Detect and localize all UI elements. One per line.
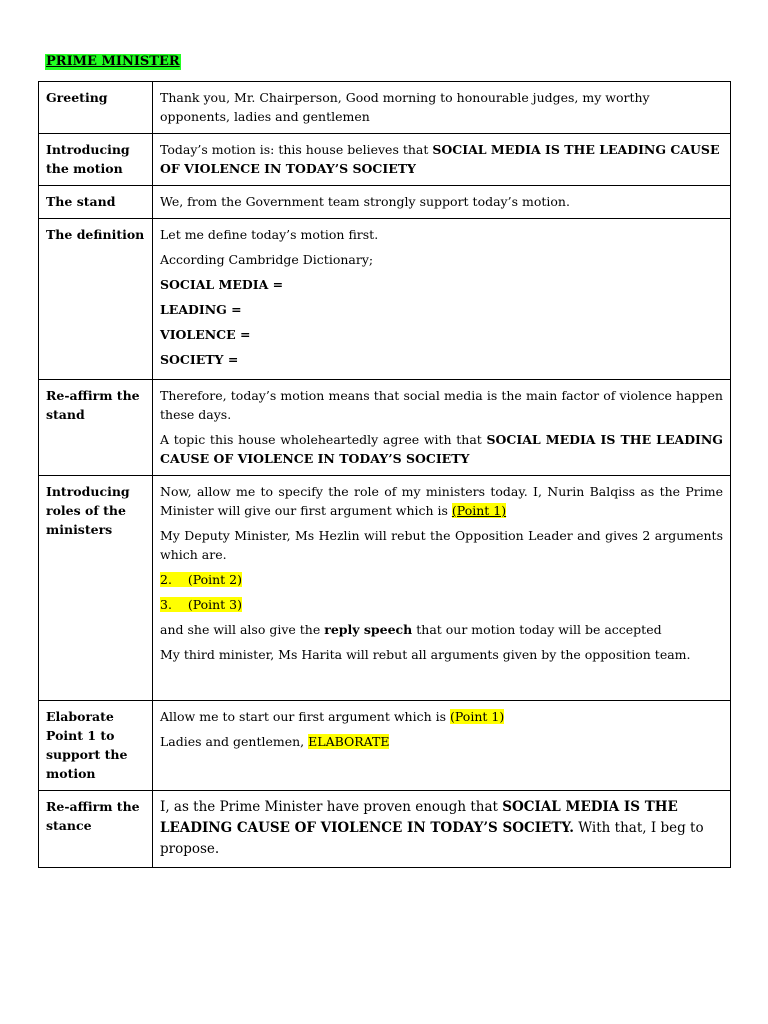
table-row-greeting xyxy=(39,82,731,134)
table-row-reaffirm-stand xyxy=(39,380,731,476)
row-content xyxy=(153,380,731,476)
definition-term: LEADING = xyxy=(160,302,242,317)
row-content xyxy=(153,476,731,701)
motion-statement: SOCIAL MEDIA IS THE LEADING CAUSE OF VIOLENCE IN TODAY’S SOCIETY xyxy=(160,432,723,466)
row-label: The definition xyxy=(39,219,153,380)
definition-line: According Cambridge Dictionary; xyxy=(160,252,374,267)
row-label: Greeting xyxy=(39,82,153,134)
motion-intro: Today’s motion is: this house believes that xyxy=(160,142,433,157)
table-row-definition xyxy=(39,219,731,380)
motion-text xyxy=(160,140,723,178)
roles-paragraph: Now, allow me to specify the role of my ministers today. I, Nurin Balqiss as the Prime Minister will give our first argument which is (Point 1) xyxy=(160,484,723,518)
table-row-reaffirm-stance xyxy=(39,791,731,868)
definition-term: SOCIETY = xyxy=(160,352,239,367)
point-1-highlight: (Point 1) xyxy=(451,503,507,518)
roles-paragraph: My third minister, Ms Harita will rebut all arguments given by the opposition team. xyxy=(160,647,691,662)
elaborate-highlight: ELABORATE xyxy=(308,734,390,749)
table-row-stand xyxy=(39,186,731,219)
point-item xyxy=(160,570,723,589)
point-item xyxy=(160,595,723,614)
motion-statement: SOCIAL MEDIA IS THE LEADING CAUSE OF VIOLENCE IN TODAY’S SOCIETY. xyxy=(160,799,678,836)
row-content xyxy=(153,82,731,134)
reply-speech-term: reply speech xyxy=(324,622,413,637)
row-label: Re-affirm the stand xyxy=(39,380,153,476)
row-content xyxy=(153,219,731,380)
elaborate-line: Allow me to start our first argument which is (Point 1) xyxy=(160,709,505,724)
roles-paragraph: My Deputy Minister, Ms Hezlin will rebut the Opposition Leader and gives 2 arguments which are. xyxy=(160,528,723,562)
motion-statement: SOCIAL MEDIA IS THE LEADING CAUSE OF VIOLENCE IN TODAY’S SOCIETY xyxy=(160,142,720,176)
stand-text: We, from the Government team strongly support today’s motion. xyxy=(160,194,570,209)
elaborate-line: Ladies and gentlemen, ELABORATE xyxy=(160,734,390,749)
row-label: Elaborate Point 1 to support the motion xyxy=(39,701,153,791)
speech-outline-table xyxy=(38,81,731,868)
row-label: Introducing the motion xyxy=(39,134,153,186)
definition-term: VIOLENCE = xyxy=(160,327,251,342)
table-row-elaborate-point-1 xyxy=(39,701,731,791)
row-label: The stand xyxy=(39,186,153,219)
row-label: Introducing roles of the ministers xyxy=(39,476,153,701)
row-content xyxy=(153,791,731,868)
row-content xyxy=(153,134,731,186)
row-label: Re-affirm the stance xyxy=(39,791,153,868)
row-content xyxy=(153,701,731,791)
row-content xyxy=(153,186,731,219)
greeting-text: Thank you, Mr. Chairperson, Good morning to honourable judges, my worthy opponents, ladies and gentlemen xyxy=(160,90,650,124)
page-heading: PRIME MINISTER xyxy=(46,54,180,69)
point-3-highlight: 3. (Point 3) xyxy=(160,597,243,612)
stance-text: I, as the Prime Minister have proven enough that SOCIAL MEDIA IS THE LEADING CAUSE OF VIOLENCE IN TODAY’S SOCIETY. With that, I beg to propose. xyxy=(160,799,704,857)
table-row-introducing-motion xyxy=(39,134,731,186)
point-1-highlight: (Point 1) xyxy=(450,709,505,724)
table-row-introducing-roles xyxy=(39,476,731,701)
definition-term: SOCIAL MEDIA = xyxy=(160,277,284,292)
roles-paragraph: and she will also give the reply speech that our motion today will be accepted xyxy=(160,622,662,637)
point-2-highlight: 2. (Point 2) xyxy=(160,572,243,587)
reaffirm-paragraph: A topic this house wholeheartedly agree with that SOCIAL MEDIA IS THE LEADING CAUSE OF VIOLENCE IN TODAY’S SOCIETY xyxy=(160,432,723,466)
reaffirm-paragraph: Therefore, today’s motion means that social media is the main factor of violence happen these days. xyxy=(160,388,723,422)
definition-line: Let me define today’s motion first. xyxy=(160,227,379,242)
